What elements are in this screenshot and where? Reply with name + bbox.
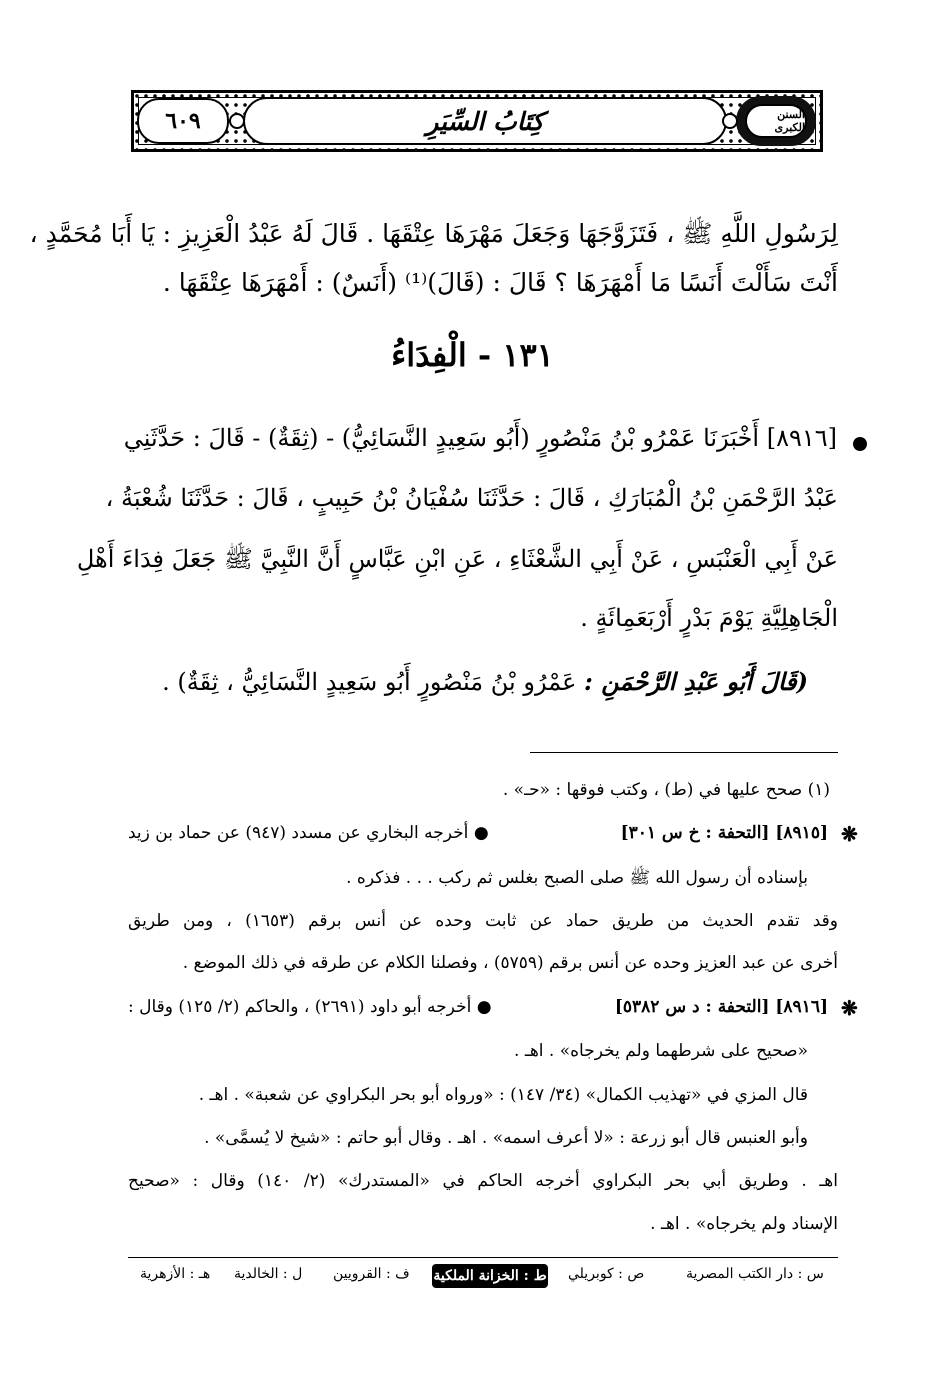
footnote-8916-line-3: قال المزي في «تهذيب الكمال» (٣٤/ ١٤٧) : «ورواه أبو بحر البكراوي عن شعبة» . اهـ . — [198, 1085, 808, 1105]
footnote-8916-line-2: «صحيح على شرطهما ولم يخرجاه» . اهـ . — [514, 1041, 808, 1061]
series-badge-label: السنن الكبرى — [745, 104, 807, 138]
legend-item-s: س : دار الكتب المصرية — [686, 1266, 824, 1282]
footnote-8916-line-4: وأبو العنبس قال أبو زرعة : «لا أعرف اسمه» . اهـ . وقال أبو حاتم : «شيخ لا يُسمَّى» . — [204, 1128, 808, 1148]
footnote-8915 — [128, 823, 828, 843]
footnote-8916-tag: [٨٩١٦] [التحفة : د س ٥٣٨٢] — [614, 997, 828, 1017]
legend-item-t-khizana: ط : الخزانة الملكية — [432, 1264, 548, 1288]
legend-item-s-kobrili: ص : كوبريلي — [568, 1266, 645, 1282]
footnote-8915-text: ● أخرجه البخاري عن مسدد (٩٤٧) عن حماد بن زيد — [128, 823, 489, 843]
footnote-8915-line-2: بإسناده أن رسول الله ﷺ صلى الصبح بغلس ثم ركب . . . فذكره . — [346, 868, 808, 888]
ornament-knot — [722, 113, 738, 129]
legend-item-l-khalidiyya: ل : الخالدية — [234, 1266, 303, 1282]
closing-text: عَمْرُو بْنُ مَنْصُورٍ أَبُو سَعِيدٍ النَّسَائِيُّ ، ثِقَةٌ) . — [162, 668, 577, 696]
hadith-bullet — [853, 437, 867, 451]
star-marker: ❋ — [841, 822, 858, 846]
footnote-8916 — [128, 997, 828, 1017]
star-marker: ❋ — [841, 996, 858, 1020]
footnote-8916-line-6: الإسناد ولم يخرجاه» . اهـ . — [650, 1214, 838, 1234]
legend-separator — [128, 1257, 838, 1258]
legend-item-f-qarawiyyin: ف : القرويين — [333, 1266, 410, 1282]
page-number: ٦٠٩ — [137, 98, 229, 144]
hadith-line-1: [٨٩١٦] أَخْبَرَنَا عَمْرُو بْنُ مَنْصُورٍ (أَبُو سَعِيدٍ النَّسَائِيُّ) - (ثِقَةٌ) - قَالَ : حَدَّثَنِي — [123, 424, 837, 452]
footnote-8916-line-5: اهـ . وطريق أبي بحر البكراوي أخرجه الحاكم في «المستدرك» (٢/ ١٤٠) وقال : «صحيح — [128, 1171, 838, 1191]
series-badge — [736, 96, 816, 146]
book-title: كِتَابُ السِّيَرِ — [243, 97, 727, 145]
hadith-line-4: الْجَاهِلِيَّةِ يَوْمَ بَدْرٍ أَرْبَعَمِائَةٍ . — [580, 604, 838, 632]
hadith-line-2: عَبْدُ الرَّحْمَنِ بْنُ الْمُبَارَكِ ، قَالَ : حَدَّثَنَا سُفْيَانُ بْنُ حَبِيبٍ ، قَالَ : حَدَّثَنَا شُعْبَةُ ، — [105, 484, 838, 512]
footnote-8916-text: ● أخرجه أبو داود (٢٦٩١) ، والحاكم (٢/ ١٢٥) وقال : — [128, 997, 492, 1017]
ornament-knot — [229, 113, 245, 129]
section-heading: ١٣١ - الْفِدَاءُ — [391, 336, 554, 374]
closing-label: (قَالَ أَبُو عَبْدِ الرَّحْمَنِ : — [584, 667, 808, 696]
footnote-8915-tag: [٨٩١٥] [التحفة : خ س ٣٠١] — [620, 823, 828, 843]
footnote-8915-line-3: وقد تقدم الحديث من طريق حماد عن ثابت وحده عن أنس برقم (١٦٥٣) ، ومن طريق — [128, 911, 838, 931]
footnote-separator — [530, 752, 838, 753]
footnote-8915-line-4: أخرى عن عبد العزيز وحده عن أنس برقم (٥٧٥٩) ، وفصلنا الكلام عن طرقه في ذلك الموضع . — [182, 953, 838, 973]
hadith-line-3: عَنْ أَبِي الْعَنْبَسِ ، عَنْ أَبِي الشَّعْثَاءِ ، عَنِ ابْنِ عَبَّاسٍ أَنَّ النَّبِيَّ ﷺ جَعَلَ فِدَاءَ أَهْلِ — [76, 545, 838, 573]
legend-item-h-azhariyya: هـ : الأزهرية — [140, 1266, 211, 1282]
footnote-1: (١) صحح عليها في (ط) ، وكتب فوقها : «حـ» . — [502, 780, 830, 800]
intro-line-2: أَنْتَ سَأَلْتَ أَنَسًا مَا أَمْهَرَهَا ؟ قَالَ : (قَالَ)⁽¹⁾ (أَنَسٌ) : أَمْهَرَهَا عِتْقَهَا . — [162, 268, 838, 297]
hadith-closing — [128, 667, 808, 696]
intro-line-1: لِرَسُولِ اللَّهِ ﷺ ، فَتَزَوَّجَهَا وَجَعَلَ مَهْرَهَا عِتْقَهَا . قَالَ لَهُ عَبْدُ الْعَزِيزِ : يَا أَبَا مُحَمَّدٍ ، — [29, 219, 838, 248]
